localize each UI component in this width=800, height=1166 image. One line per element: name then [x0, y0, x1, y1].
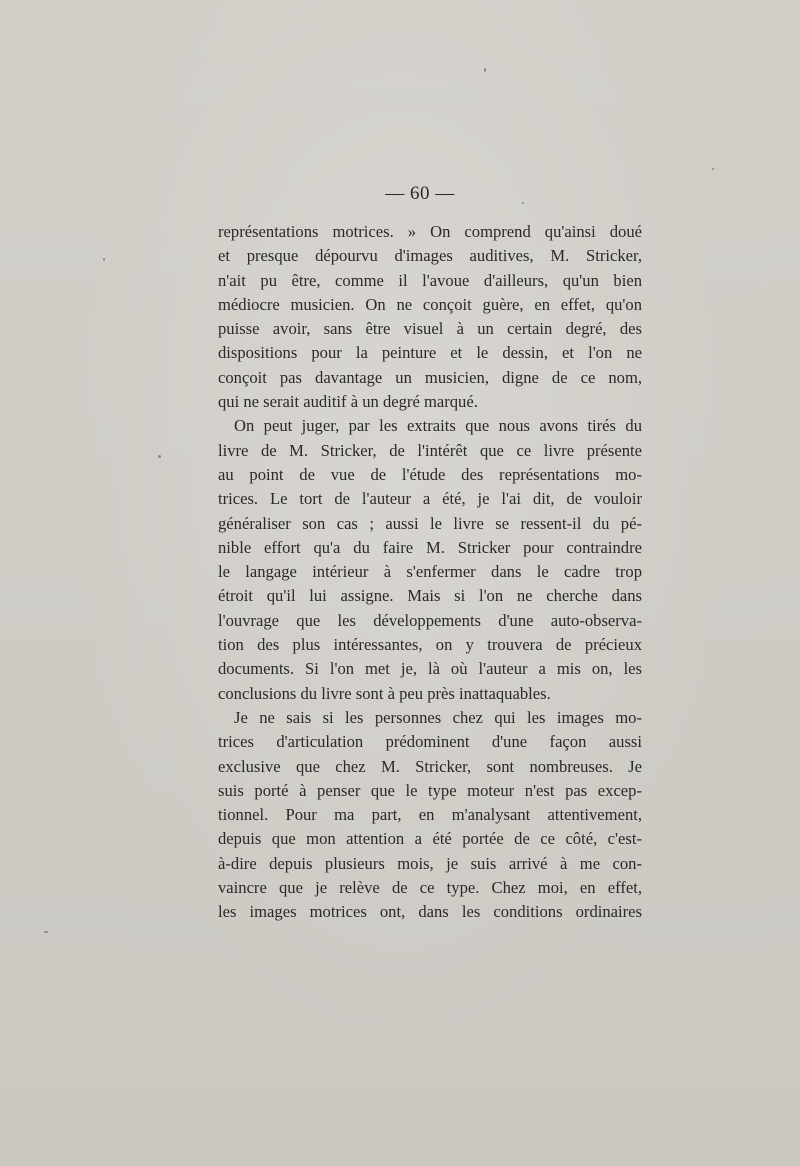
paper-fleck	[44, 931, 48, 933]
text-line: depuis que mon attention a été portée de ce côté, c'est-	[218, 829, 642, 849]
text-line: tionnel. Pour ma part, en m'analysant attentivement,	[218, 805, 642, 825]
text-line: à-dire depuis plusieurs mois, je suis arrivé à me con-	[218, 853, 642, 873]
text-line: médiocre musicien. On ne conçoit guère, en effet, qu'on	[218, 294, 642, 314]
text-line: Je ne sais si les personnes chez qui les images mo-	[234, 707, 642, 727]
page-number: — 60 —	[385, 183, 455, 204]
text-line: exclusive que chez M. Stricker, sont nombreuses. Je	[218, 756, 642, 776]
text-line: suis porté à penser que le type moteur n'est pas excep-	[218, 780, 642, 800]
text-line: documents. Si l'on met je, là où l'auteur a mis on, les	[218, 659, 642, 679]
text-line: vaincre que je relève de ce type. Chez moi, en effet,	[218, 878, 642, 898]
text-line: qui ne serait auditif à un degré marqué.	[218, 392, 478, 412]
text-line: n'ait pu être, comme il l'avoue d'ailleurs, qu'un bien	[218, 270, 642, 290]
text-line: conclusions du livre sont à peu près inattaquables.	[218, 683, 551, 703]
text-line: représentations motrices. » On comprend qu'ainsi doué	[218, 222, 642, 241]
text-line: au point de vue de l'étude des représentations mo-	[218, 464, 642, 484]
text-line: trices d'articulation prédominent d'une façon aussi	[218, 732, 642, 752]
text-line: généraliser son cas ; aussi le livre se ressent-il du pé-	[218, 513, 642, 533]
paper-fleck	[712, 168, 714, 170]
text-line: l'ouvrage que les développements d'une auto-observa-	[218, 610, 642, 630]
text-line: le langage intérieur à s'enfermer dans le cadre trop	[218, 562, 642, 582]
text-line: tion des plus intéressantes, on y trouvera de précieux	[218, 635, 642, 655]
paper-fleck	[484, 68, 486, 72]
text-line: les images motrices ont, dans les conditions ordinaires	[218, 902, 642, 922]
paper-fleck	[522, 202, 524, 204]
text-line: trices. Le tort de l'auteur a été, je l'ai dit, de vouloir	[218, 489, 642, 509]
text-line: livre de M. Stricker, de l'intérêt que ce livre présente	[218, 440, 642, 460]
text-line: et presque dépourvu d'images auditives, M. Stricker,	[218, 246, 642, 266]
body-text	[218, 220, 642, 925]
text-line: On peut juger, par les extraits que nous avons tirés du	[234, 416, 642, 436]
text-line: puisse avoir, sans être visuel à un certain degré, des	[218, 319, 642, 339]
paper-fleck	[158, 455, 161, 458]
text-line: conçoit pas davantage un musicien, digne de ce nom,	[218, 367, 642, 387]
paper-fleck	[103, 258, 105, 261]
text-line: dispositions pour la peinture et le dessin, et l'on ne	[218, 343, 642, 363]
text-line: nible effort qu'a du faire M. Stricker pour contraindre	[218, 537, 642, 557]
text-line: étroit qu'il lui assigne. Mais si l'on ne cherche dans	[218, 586, 642, 606]
